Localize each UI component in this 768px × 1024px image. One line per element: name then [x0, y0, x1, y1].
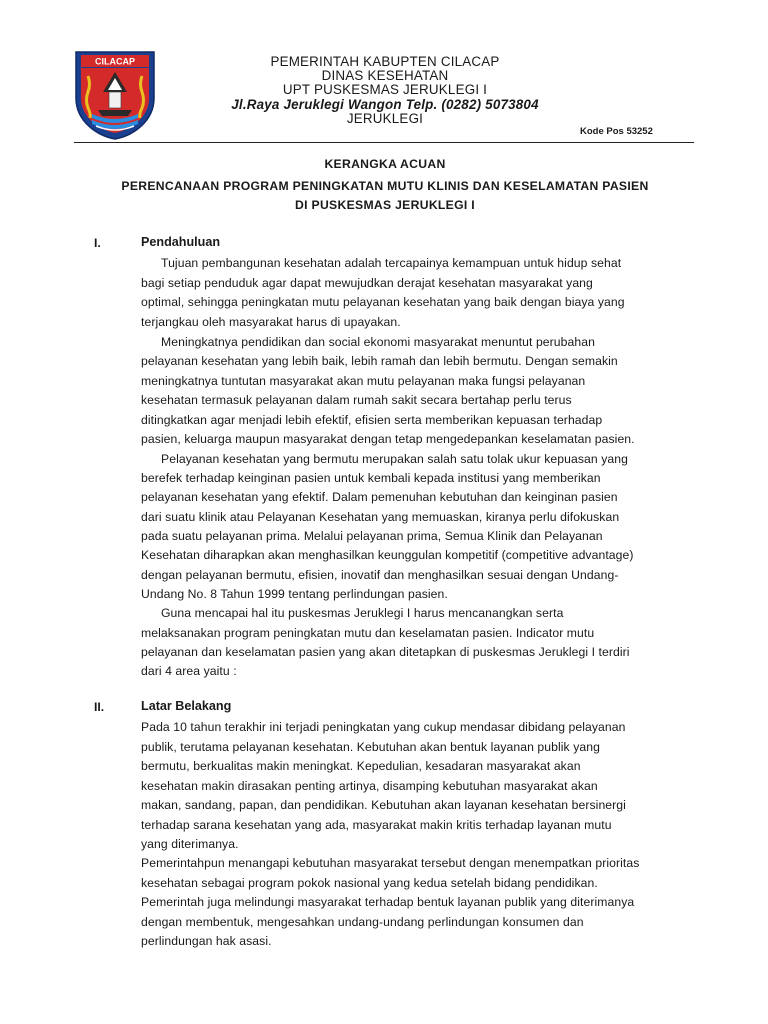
paragraph-line: dengan membentuk, mengesahkan undang-undang perlindungan konsumen dan	[141, 915, 584, 929]
header-divider	[74, 142, 694, 143]
paragraph-line: Kesehatan diharapkan akan menghasilkan keunggulan kompetitif (competitive advantage)	[141, 548, 634, 562]
paragraph-line: bagi setiap penduduk agar dapat mewujudkan derajat kesehatan masyarakat yang	[141, 276, 593, 290]
paragraph-line: dari 4 area yaitu :	[141, 664, 237, 678]
section-heading: Latar Belakang	[141, 699, 232, 713]
paragraph-line: pelayanan kesehatan yang lebih baik, lebih ramah dan lebih bermutu. Dengan semakin	[141, 354, 618, 368]
paragraph-line: berefek terhadap keinginan pasien untuk kembali kepada institusi yang memberikan	[141, 471, 601, 485]
postal-code: Kode Pos 53252	[580, 126, 653, 137]
paragraph-line: Pada 10 tahun terakhir ini terjadi peningkatan yang cukup mendasar dibidang pelayanan	[141, 720, 626, 734]
paragraph-line: Tujuan pembangunan kesehatan adalah tercapainya kemampuan untuk hidup sehat	[161, 256, 622, 270]
section-heading: Pendahuluan	[141, 235, 221, 249]
cilacap-emblem-logo	[72, 50, 158, 140]
paragraph-line: pelayanan dan keselamatan pasien yang akan ditetapkan di puskesmas Jeruklegi I terdiri	[141, 645, 630, 659]
letterhead-city: JERUKLEGI	[346, 110, 424, 126]
paragraph-line: dengan pelayanan bermutu, efisien, inovatif dan menghasilkan sesuai dengan Undang-	[141, 568, 619, 582]
paragraph-line: terjangkau oleh masyarakat harus di upayakan.	[141, 315, 401, 329]
paragraph-line: Undang No. 8 Tahun 1999 tentang perlindungan pasien.	[141, 587, 448, 601]
paragraph-line: bermutu, berkualitas makin meningkat. Kepedulian, kesadaran masyarakat akan	[141, 759, 581, 773]
paragraph-line: Pelayanan kesehatan yang bermutu merupakan salah satu tolak ukur kepuasan yang	[161, 452, 628, 466]
paragraph-line: kesehatan makin dirasakan penting artinya, disamping kebutuhan masyarakat akan	[141, 779, 598, 793]
paragraph-line: Pemerintahpun menangapi kebutuhan masyarakat tersebut dengan menempatkan prioritas	[141, 856, 640, 870]
letterhead	[200, 55, 570, 126]
paragraph-line: Meningkatnya pendidikan dan social ekonomi masyarakat menuntut perubahan	[161, 335, 595, 349]
paragraph-line: kesehatan sebagai program pokok nasional yang kedua setelah bidang pendidikan.	[141, 876, 598, 890]
document-subtitle-location: DI PUSKESMAS JERUKLEGI I	[295, 198, 475, 212]
paragraph-line: kesehatan termasuk pelayanan dalam rumah sakit secara bertahap perlu terus	[141, 393, 572, 407]
paragraph-line: yang diterimanya.	[141, 837, 239, 851]
letterhead-address: Jl.Raya Jeruklegi Wangon Telp. (0282) 5073804	[231, 96, 539, 112]
paragraph-line: perlindungan hak asasi.	[141, 934, 272, 948]
section-number: II.	[94, 700, 105, 714]
paragraph-line: ditingkatkan agar menjadi lebih efektif, efisien serta memberikan kepuasan terhadap	[141, 413, 603, 427]
paragraph-line: pasien, keluarga maupun masyarakat dengan tetap mengedepankan keselamatan pasien.	[141, 432, 635, 446]
letterhead-unit: UPT PUSKESMAS JERUKLEGI I	[282, 82, 488, 98]
paragraph-line: melaksanakan program peningkatan mutu dan keselamatan pasien. Indicator mutu	[141, 626, 595, 640]
paragraph-line: dari suatu klinik atau Pelayanan Kesehatan yang memuaskan, kiranya perlu difokuskan	[141, 510, 620, 524]
paragraph-line: pelayanan kesehatan yang efektif. Dalam pemenuhan kebutuhan dan keinginan pasien	[141, 490, 618, 504]
letterhead-department: DINAS KESEHATAN	[321, 68, 449, 84]
paragraph-line: pada suatu pelayanan prima. Melalui pelayanan prima, Semua Klinik dan Pelayanan	[141, 529, 603, 543]
emblem-text: CILACAP	[95, 56, 135, 67]
paragraph-line: publik, terutama pelayanan kesehatan. Kebutuhan akan bentuk layanan publik yang	[141, 740, 600, 754]
paragraph-line: Guna mencapai hal itu puskesmas Jeruklegi I harus mencanangkan serta	[161, 606, 564, 620]
paragraph-line: optimal, sehingga peningkatan mutu pelayanan kesehatan yang baik dengan biaya yang	[141, 295, 625, 309]
paragraph-line: makan, sandang, papan, dan pendidikan. Kebutuhan akan layanan kesehatan bersinergi	[141, 798, 626, 812]
section-number: I.	[94, 236, 101, 250]
document-subtitle: PERENCANAAN PROGRAM PENINGKATAN MUTU KLINIS DAN KESELAMATAN PASIEN	[121, 179, 649, 193]
paragraph-line: meningkatnya tuntutan masyarakat akan mutu pelayanan maka fungsi pelayanan	[141, 374, 586, 388]
paragraph-line: terhadap sarana kesehatan yang ada, masyarakat makin kritis terhadap layanan mutu	[141, 818, 612, 832]
paragraph-line: Pemerintah juga melindungi masyarakat terhadap bentuk layanan publik yang diterimanya	[141, 895, 635, 909]
document-title: KERANGKA ACUAN	[324, 157, 446, 171]
letterhead-government: PEMERINTAH KABUPTEN CILACAP	[270, 54, 500, 69]
